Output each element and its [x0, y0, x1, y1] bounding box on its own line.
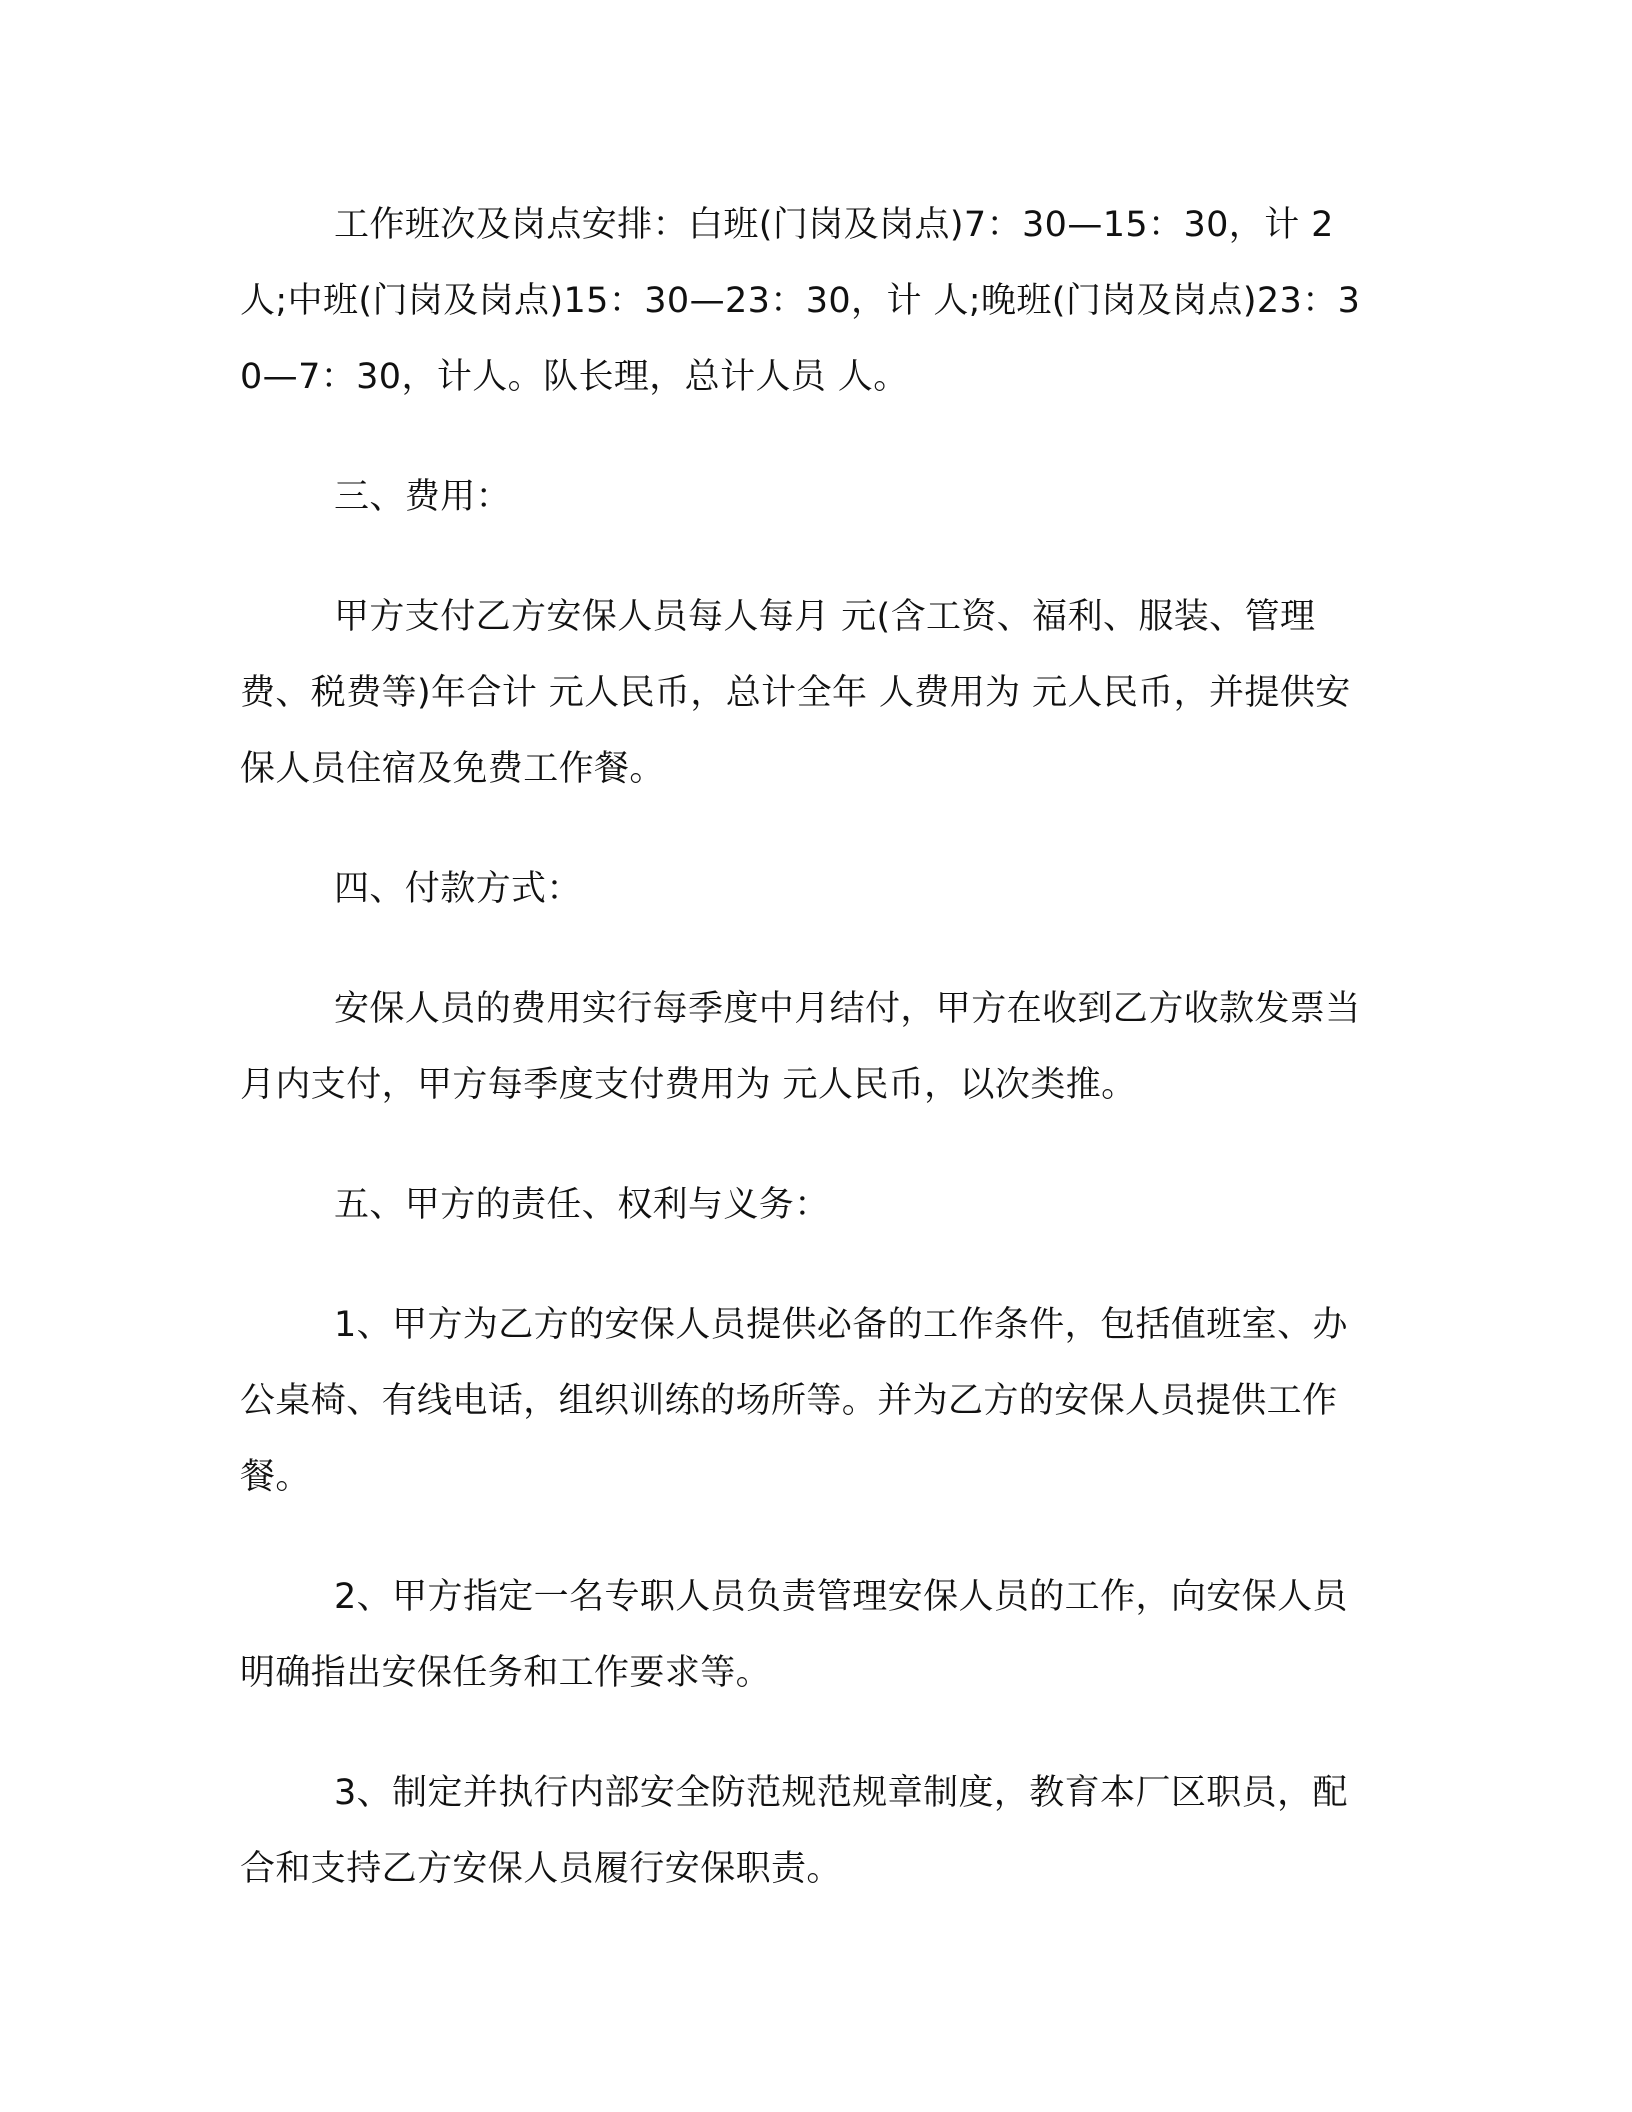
- section-heading-payment-method: 四、付款方式：: [334, 869, 582, 909]
- paragraph-fees: 甲方支付乙方安保人员每人每月 元(含工资、福利、服装、管理费、税费等)年合计 元人民币，总计全年 人费用为 元人民币，并提供安保人员住宿及免费工作餐。: [240, 597, 1351, 789]
- section-heading-party-a-duties: 五、甲方的责任、权利与义务：: [334, 1185, 830, 1225]
- paragraph-duty-3: 3、制定并执行内部安全防范规范规章制度，教育本厂区职员，配合和支持乙方安保人员履行安保职责。: [240, 1773, 1348, 1889]
- paragraph-duty-1: 1、甲方为乙方的安保人员提供必备的工作条件，包括值班室、办公桌椅、有线电话，组织训练的场所等。并为乙方的安保人员提供工作餐。: [240, 1305, 1348, 1497]
- paragraph-payment-method: 安保人员的费用实行每季度中月结付，甲方在收到乙方收款发票当月内支付，甲方每季度支付费用为 元人民币，以次类推。: [240, 989, 1361, 1105]
- section-heading-fees: 三、费用：: [334, 477, 512, 517]
- document-body: [240, 187, 1380, 1907]
- paragraph-duty-2: 2、甲方指定一名专职人员负责管理安保人员的工作，向安保人员明确指出安保任务和工作要求等。: [240, 1577, 1348, 1693]
- paragraph-shift-arrangement: 工作班次及岗点安排：白班(门岗及岗点)7：30—15：30，计 2 人;中班(门岗及岗点)15：30—23：30，计 人;晚班(门岗及岗点)23：30—7：30，计人。队长理，总计人员 人。: [240, 205, 1361, 397]
